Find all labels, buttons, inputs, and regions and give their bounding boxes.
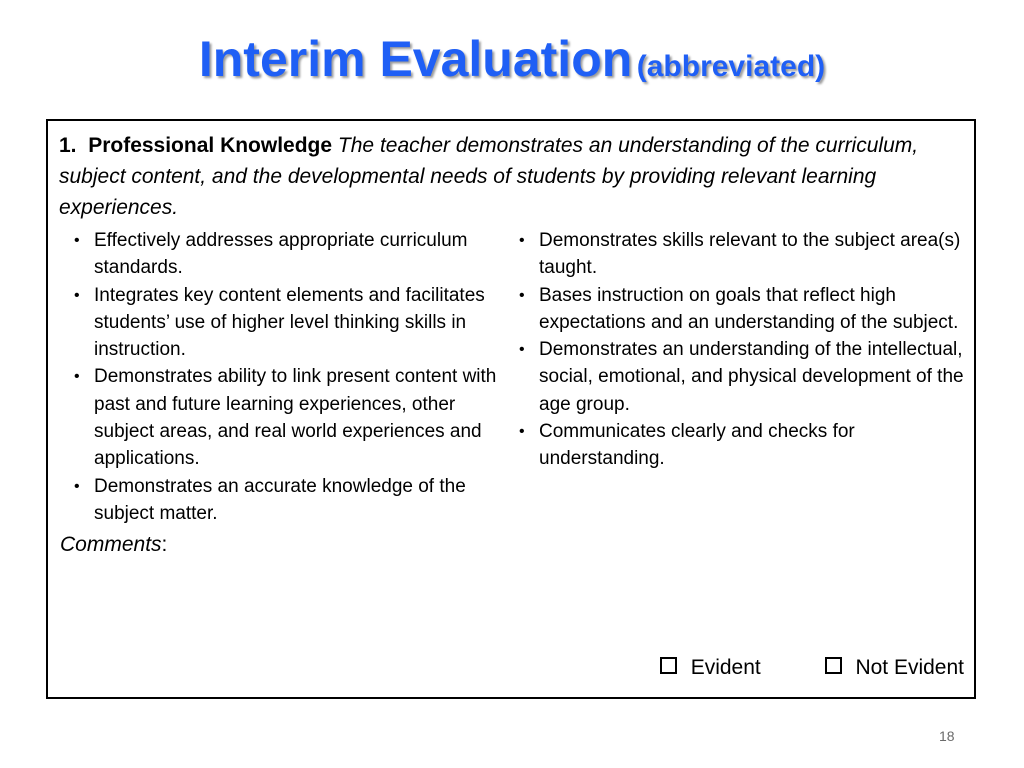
bullet-icon: •	[74, 477, 80, 495]
evident-label: Evident	[690, 656, 761, 679]
evident-checkbox[interactable]	[660, 657, 677, 674]
standard-intro	[59, 130, 959, 223]
not-evident-checkbox[interactable]	[825, 657, 842, 674]
criteria-item	[74, 227, 504, 282]
title-subtitle: (abbreviated)	[636, 50, 826, 83]
evident-option[interactable]	[660, 656, 761, 680]
bullet-icon: •	[74, 368, 80, 386]
standard-description: The teacher demonstrates an understanding of the curriculum, subject content, and the developmental needs of students by providing relevant learning experiences.	[59, 134, 919, 219]
criteria-item	[74, 473, 504, 528]
right-criteria-list	[519, 227, 971, 473]
bullet-icon: •	[74, 286, 80, 304]
standard-number: 1.	[59, 134, 77, 157]
criteria-text: Communicates clearly and checks for understanding.	[539, 421, 855, 470]
comments-field[interactable]	[60, 533, 167, 557]
comments-label: Comments	[60, 533, 162, 556]
criteria-item	[74, 363, 504, 472]
bullet-icon: •	[519, 423, 525, 441]
standard-heading: Professional Knowledge	[88, 134, 333, 157]
not-evident-option[interactable]	[825, 656, 964, 680]
criteria-text: Demonstrates an accurate knowledge of the subject matter.	[94, 475, 466, 524]
bullet-icon: •	[519, 286, 525, 304]
criteria-item	[74, 282, 504, 364]
criteria-item	[519, 227, 971, 282]
criteria-item	[519, 336, 971, 418]
rating-options	[660, 656, 964, 680]
criteria-item	[519, 282, 971, 337]
criteria-text: Demonstrates an understanding of the intellectual, social, emotional, and physical development of the age group.	[539, 339, 964, 415]
criteria-item	[519, 418, 971, 473]
page-number: 18	[939, 728, 955, 744]
left-criteria-list	[74, 227, 504, 527]
bullet-icon: •	[519, 341, 525, 359]
criteria-text: Effectively addresses appropriate curriculum standards.	[94, 230, 468, 279]
criteria-text: Demonstrates skills relevant to the subject area(s) taught.	[539, 230, 961, 279]
not-evident-label: Not Evident	[855, 656, 964, 679]
slide-title	[0, 31, 1024, 87]
criteria-text: Integrates key content elements and facilitates students’ use of higher level thinking skills in instruction.	[94, 284, 485, 361]
comments-colon: :	[161, 533, 168, 556]
bullet-icon: •	[74, 232, 80, 249]
title-main: Interim Evaluation	[198, 31, 633, 87]
evaluation-box	[46, 119, 976, 699]
criteria-text: Bases instruction on goals that reflect high expectations and an understanding of the subject.	[539, 284, 959, 333]
bullet-icon: •	[519, 232, 525, 249]
criteria-text: Demonstrates ability to link present content with past and future learning experiences, other subject areas, and real world experiences and applications.	[94, 366, 497, 470]
